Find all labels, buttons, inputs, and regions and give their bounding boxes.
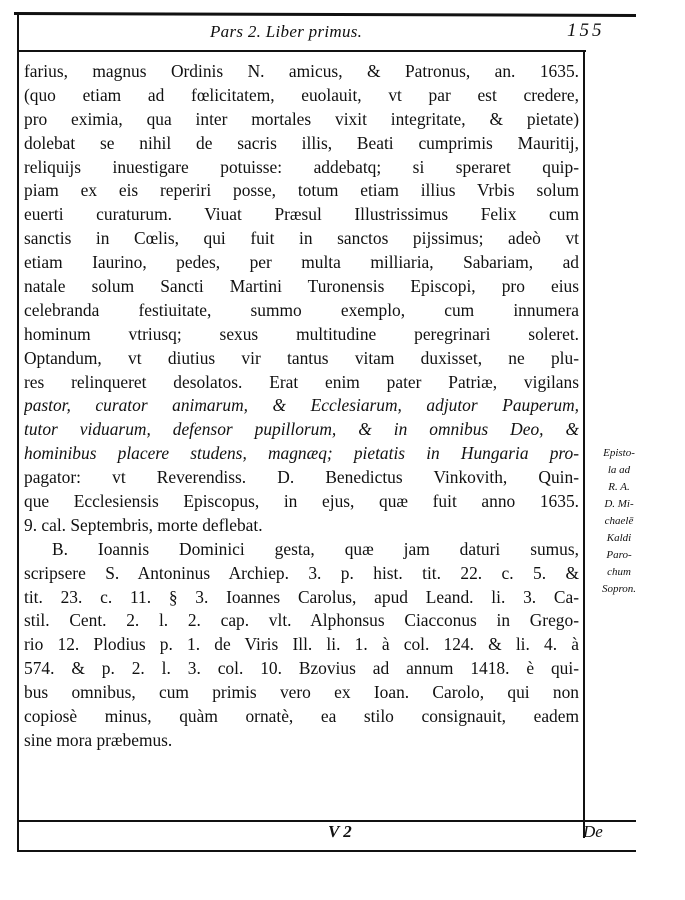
- running-head: Pars 2. Liber primus.: [210, 22, 363, 41]
- text-line: Optandum, vt diutius vir tantus vitam duxisset, ne plu-: [24, 347, 579, 368]
- text-line: euerti curaturum. Viuat Præsul Illustrissimus Felix cum: [24, 204, 579, 225]
- text-line: tit. 23. c. 11. § 3. Ioannes Carolus, apud Leand. li. 3. Ca-: [24, 586, 579, 607]
- footer-rule-upper: [18, 820, 636, 822]
- text-line: pagator: vt Reverendiss. D. Benedictus Vinkovith, Quin-: [24, 467, 579, 488]
- text-line-italic: hominibus placere studens, magnæq; pietatis in Hungaria pro-: [24, 443, 579, 464]
- margin-note-line: chum: [607, 566, 631, 578]
- body-text-block: [24, 60, 579, 753]
- text-line: farius, magnus Ordinis N. amicus, & Patronus, an. 1635.: [24, 61, 579, 81]
- text-line: piam ex eis reperiri posse, totum etiam illius Vrbis solum: [24, 180, 579, 201]
- text-line-italic: pastor, curator animarum, & Ecclesiarum, adjutor Pauperum,: [24, 395, 579, 416]
- text-line: pro eximia, qua inter mortales vixit integritate, & pietate): [24, 108, 579, 129]
- header-rule: [18, 50, 586, 52]
- page-number: 155: [567, 20, 605, 41]
- catchword: De: [583, 822, 603, 841]
- text-line: que Ecclesiensis Episcopus, in ejus, quæ fuit anno 1635.: [24, 491, 579, 512]
- text-line-italic: tutor viduarum, defensor pupillorum, & in omnibus Deo, &: [24, 419, 579, 440]
- text-line: reliquijs inuestigare potuisse: addebatq; si speraret quip-: [24, 156, 579, 177]
- text-line: 9. cal. Septembris, morte deflebat.: [24, 514, 263, 535]
- text-line: 574. & p. 2. l. 3. col. 10. Bzovius ad annum 1418. è qui-: [24, 658, 579, 679]
- text-line: hominum vtriusq; sexus multitudine peregrinari soleret.: [24, 323, 579, 344]
- text-line: dolebat se nihil de sacris illis, Beati cumprimis Mauritij,: [24, 132, 579, 153]
- text-line: copiosè minus, quàm ornatè, ea stilo consignauit, eadem: [24, 706, 579, 727]
- text-line: res relinqueret desolatos. Erat enim pater Patriæ, vigilans: [24, 371, 579, 392]
- text-line: scripsere S. Antoninus Archiep. 3. p. hist. tit. 22. c. 5. &: [24, 562, 579, 583]
- signature-mark: V 2: [328, 822, 352, 841]
- text-line: stil. Cent. 2. l. 2. cap. vlt. Alphonsus Ciacconus in Grego-: [24, 610, 579, 631]
- text-line: rio 12. Plodius p. 1. de Viris Ill. li. 1. à col. 124. & li. 4. à: [24, 634, 579, 655]
- text-line: bus omnibus, cum primis vero ex Ioan. Carolo, qui non: [24, 682, 579, 703]
- text-line: celebranda festiuitate, summo exemplo, cum innumera: [24, 299, 579, 320]
- left-border-rule: [17, 14, 19, 852]
- margin-note-line: R. A.: [608, 481, 630, 493]
- margin-note-line: Sopron.: [601, 583, 637, 595]
- top-border-rule: [14, 12, 636, 17]
- text-block-right-rule: [583, 50, 585, 838]
- margin-note-line: Episto-: [603, 447, 635, 459]
- text-line: sine mora præbemus.: [24, 729, 173, 750]
- paragraph-first-line: B. Ioannis Dominici gesta, quæ jam daturi sumus,: [52, 538, 579, 559]
- text-line: sanctis in Cœlis, qui fuit in sanctos pijssimus; adeò vt: [24, 228, 579, 249]
- margin-note: [591, 445, 647, 598]
- margin-note-line: Kaldi: [606, 532, 632, 544]
- margin-note-line: la ad: [607, 464, 631, 476]
- footer-rule-lower: [18, 850, 636, 852]
- margin-note-line: chaelē: [604, 515, 634, 527]
- margin-note-line: Paro-: [606, 549, 632, 561]
- text-line: natale solum Sancti Martini Turonensis Episcopi, pro eius: [24, 276, 579, 297]
- text-line: etiam Iaurino, pedes, per multa milliaria, Sabariam, ad: [24, 252, 579, 273]
- text-line: (quo etiam ad fœlicitatem, euolauit, vt par est credere,: [24, 84, 579, 105]
- margin-note-line: D. Mi-: [604, 498, 634, 510]
